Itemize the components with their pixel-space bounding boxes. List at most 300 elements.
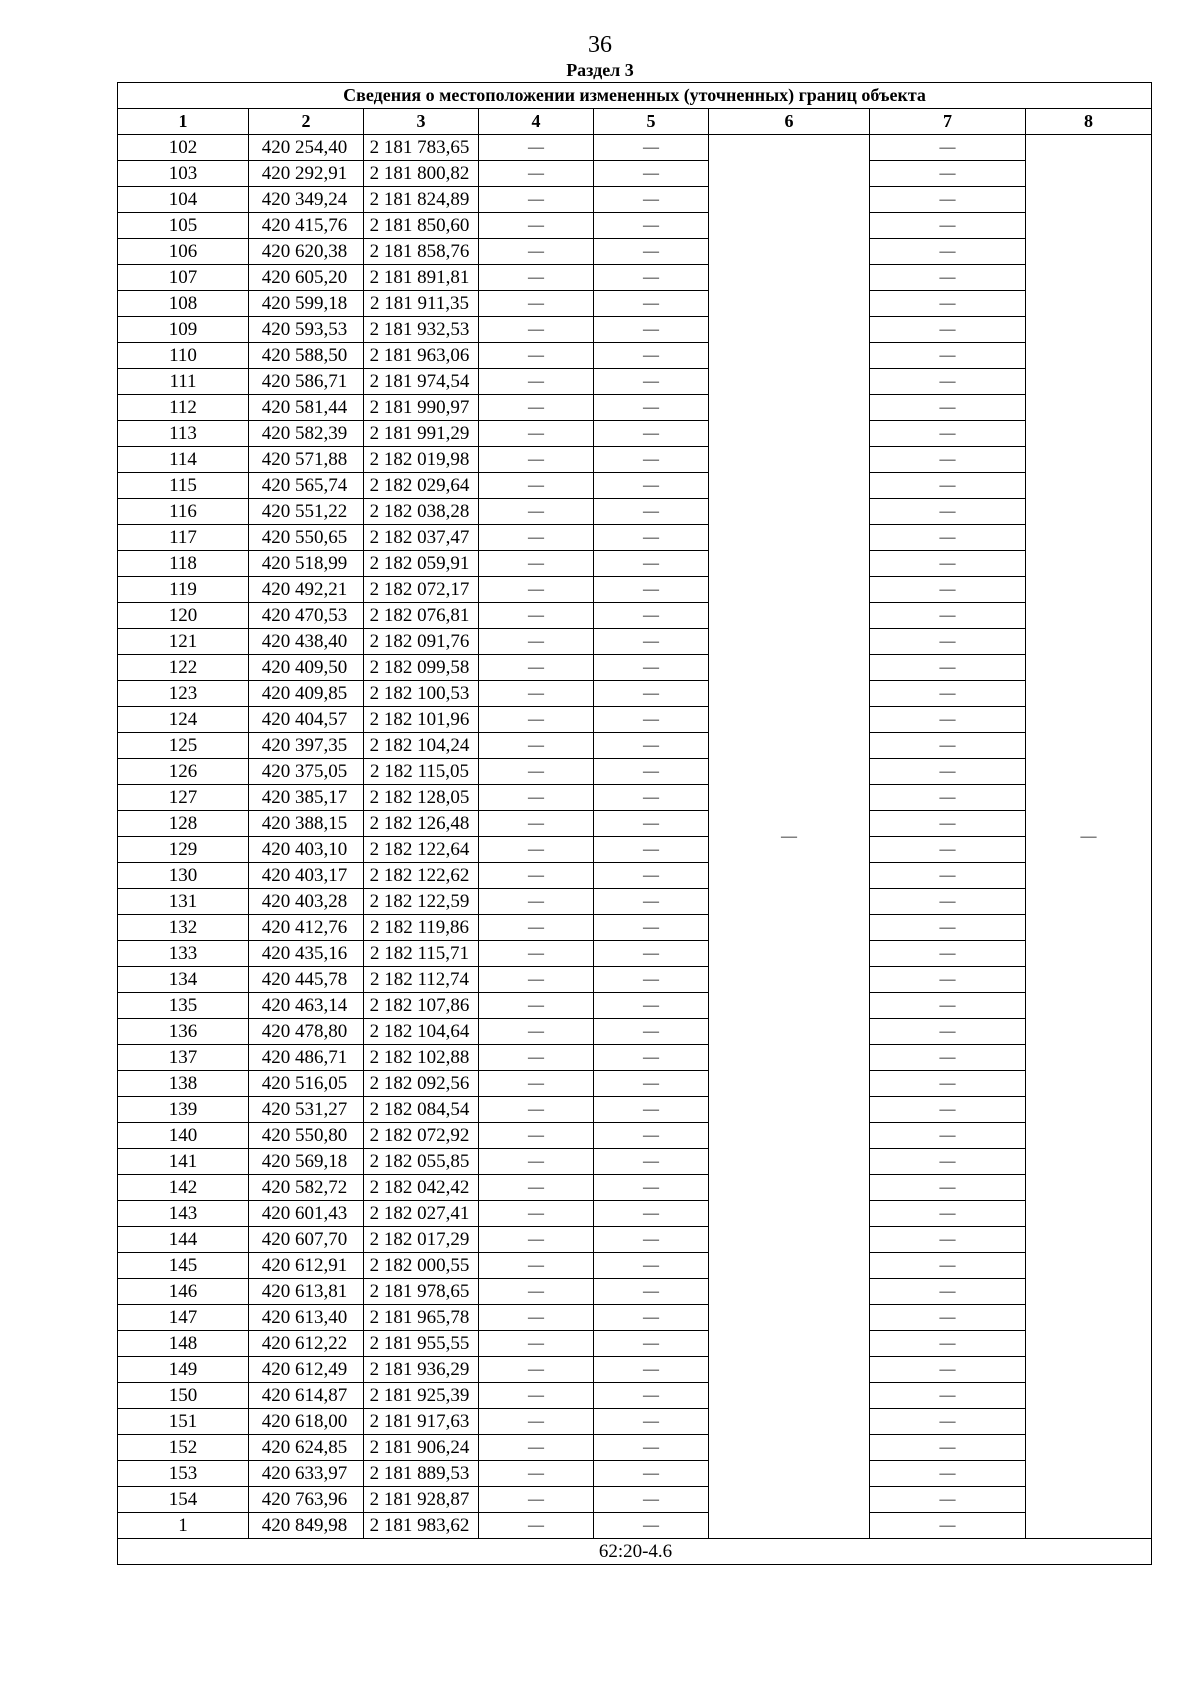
col4-dash-cell: — [479,317,594,343]
table-row [118,733,1152,759]
point-number-cell: 126 [118,759,249,785]
col7-dash-cell: — [870,551,1026,577]
point-number-cell: 148 [118,1331,249,1357]
point-number-cell: 139 [118,1097,249,1123]
col7-dash-cell: — [870,421,1026,447]
x-coordinate-cell: 420 531,27 [249,1097,364,1123]
point-number-cell: 124 [118,707,249,733]
col5-dash-cell: — [594,1071,709,1097]
y-coordinate-cell: 2 181 824,89 [364,187,479,213]
table-row [118,291,1152,317]
x-coordinate-cell: 420 624,85 [249,1435,364,1461]
point-number-cell: 116 [118,499,249,525]
x-coordinate-cell: 420 404,57 [249,707,364,733]
x-coordinate-cell: 420 292,91 [249,161,364,187]
col5-dash-cell: — [594,1253,709,1279]
col5-dash-cell: — [594,863,709,889]
col4-dash-cell: — [479,941,594,967]
table-row [118,1149,1152,1175]
col4-dash-cell: — [479,655,594,681]
col5-dash-cell: — [594,395,709,421]
col6-merged-cell: — [709,135,870,1539]
col4-dash-cell: — [479,915,594,941]
col7-dash-cell: — [870,1227,1026,1253]
col5-dash-cell: — [594,1435,709,1461]
y-coordinate-cell: 2 182 122,59 [364,889,479,915]
y-coordinate-cell: 2 182 042,42 [364,1175,479,1201]
point-number-cell: 106 [118,239,249,265]
table-row [118,577,1152,603]
y-coordinate-cell: 2 182 076,81 [364,603,479,629]
x-coordinate-cell: 420 582,72 [249,1175,364,1201]
table-row [118,1045,1152,1071]
col4-dash-cell: — [479,499,594,525]
col7-dash-cell: — [870,1045,1026,1071]
point-number-cell: 137 [118,1045,249,1071]
col7-dash-cell: — [870,655,1026,681]
col4-dash-cell: — [479,1253,594,1279]
table-row [118,317,1152,343]
col7-dash-cell: — [870,213,1026,239]
point-number-cell: 129 [118,837,249,863]
x-coordinate-cell: 420 388,15 [249,811,364,837]
x-coordinate-cell: 420 593,53 [249,317,364,343]
col5-dash-cell: — [594,837,709,863]
col4-dash-cell: — [479,629,594,655]
y-coordinate-cell: 2 182 059,91 [364,551,479,577]
col5-dash-cell: — [594,551,709,577]
col4-dash-cell: — [479,1435,594,1461]
col4-dash-cell: — [479,525,594,551]
col7-dash-cell: — [870,161,1026,187]
point-number-cell: 104 [118,187,249,213]
x-coordinate-cell: 420 633,97 [249,1461,364,1487]
y-coordinate-cell: 2 181 925,39 [364,1383,479,1409]
col5-dash-cell: — [594,1461,709,1487]
y-coordinate-cell: 2 181 917,63 [364,1409,479,1435]
point-number-cell: 121 [118,629,249,655]
col5-dash-cell: — [594,1331,709,1357]
table-row [118,967,1152,993]
x-coordinate-cell: 420 492,21 [249,577,364,603]
col5-dash-cell: — [594,1123,709,1149]
point-number-cell: 142 [118,1175,249,1201]
y-coordinate-cell: 2 181 889,53 [364,1461,479,1487]
table-row [118,863,1152,889]
table-row [118,1383,1152,1409]
col5-dash-cell: — [594,681,709,707]
col4-dash-cell: — [479,785,594,811]
table-row [118,1409,1152,1435]
x-coordinate-cell: 420 582,39 [249,421,364,447]
col7-dash-cell: — [870,1357,1026,1383]
col5-dash-cell: — [594,291,709,317]
col5-dash-cell: — [594,447,709,473]
col7-dash-cell: — [870,239,1026,265]
col5-dash-cell: — [594,135,709,161]
y-coordinate-cell: 2 182 099,58 [364,655,479,681]
y-coordinate-cell: 2 182 104,64 [364,1019,479,1045]
col7-dash-cell: — [870,135,1026,161]
col4-dash-cell: — [479,1487,594,1513]
x-coordinate-cell: 420 478,80 [249,1019,364,1045]
col5-dash-cell: — [594,603,709,629]
x-coordinate-cell: 420 403,17 [249,863,364,889]
y-coordinate-cell: 2 182 029,64 [364,473,479,499]
column-number: 3 [364,109,479,135]
col7-dash-cell: — [870,1409,1026,1435]
x-coordinate-cell: 420 412,76 [249,915,364,941]
point-number-cell: 131 [118,889,249,915]
col7-dash-cell: — [870,837,1026,863]
x-coordinate-cell: 420 612,91 [249,1253,364,1279]
table-row [118,785,1152,811]
y-coordinate-cell: 2 182 072,92 [364,1123,479,1149]
column-number: 2 [249,109,364,135]
x-coordinate-cell: 420 581,44 [249,395,364,421]
x-coordinate-cell: 420 550,65 [249,525,364,551]
point-number-cell: 127 [118,785,249,811]
table-footer-note: 62:20-4.6 [118,1539,1152,1565]
table-row [118,1019,1152,1045]
y-coordinate-cell: 2 182 100,53 [364,681,479,707]
x-coordinate-cell: 420 445,78 [249,967,364,993]
x-coordinate-cell: 420 470,53 [249,603,364,629]
col4-dash-cell: — [479,967,594,993]
x-coordinate-cell: 420 618,00 [249,1409,364,1435]
point-number-cell: 144 [118,1227,249,1253]
table-row [118,421,1152,447]
table-row [118,343,1152,369]
x-coordinate-cell: 420 763,96 [249,1487,364,1513]
column-number: 6 [709,109,870,135]
point-number-cell: 149 [118,1357,249,1383]
col4-dash-cell: — [479,369,594,395]
x-coordinate-cell: 420 463,14 [249,993,364,1019]
col7-dash-cell: — [870,369,1026,395]
point-number-cell: 107 [118,265,249,291]
point-number-cell: 128 [118,811,249,837]
x-coordinate-cell: 420 397,35 [249,733,364,759]
y-coordinate-cell: 2 181 974,54 [364,369,479,395]
col4-dash-cell: — [479,1071,594,1097]
table-row [118,707,1152,733]
col5-dash-cell: — [594,1175,709,1201]
y-coordinate-cell: 2 182 019,98 [364,447,479,473]
col5-dash-cell: — [594,733,709,759]
x-coordinate-cell: 420 435,16 [249,941,364,967]
col7-dash-cell: — [870,759,1026,785]
col4-dash-cell: — [479,1201,594,1227]
col4-dash-cell: — [479,1305,594,1331]
table-row [118,161,1152,187]
x-coordinate-cell: 420 569,18 [249,1149,364,1175]
col5-dash-cell: — [594,187,709,213]
x-coordinate-cell: 420 613,81 [249,1279,364,1305]
col7-dash-cell: — [870,291,1026,317]
col4-dash-cell: — [479,837,594,863]
col4-dash-cell: — [479,239,594,265]
y-coordinate-cell: 2 182 115,05 [364,759,479,785]
y-coordinate-cell: 2 182 027,41 [364,1201,479,1227]
point-number-cell: 141 [118,1149,249,1175]
x-coordinate-cell: 420 550,80 [249,1123,364,1149]
x-coordinate-cell: 420 349,24 [249,187,364,213]
col4-dash-cell: — [479,1149,594,1175]
col7-dash-cell: — [870,889,1026,915]
col4-dash-cell: — [479,395,594,421]
x-coordinate-cell: 420 613,40 [249,1305,364,1331]
col5-dash-cell: — [594,525,709,551]
point-number-cell: 135 [118,993,249,1019]
table-row [118,1071,1152,1097]
table-row [118,629,1152,655]
col7-dash-cell: — [870,681,1026,707]
point-number-cell: 138 [118,1071,249,1097]
table-row [118,1227,1152,1253]
point-number-cell: 140 [118,1123,249,1149]
col4-dash-cell: — [479,1019,594,1045]
point-number-cell: 153 [118,1461,249,1487]
point-number-cell: 102 [118,135,249,161]
y-coordinate-cell: 2 182 126,48 [364,811,479,837]
col7-dash-cell: — [870,1123,1026,1149]
col5-dash-cell: — [594,1201,709,1227]
col7-dash-cell: — [870,707,1026,733]
point-number-cell: 112 [118,395,249,421]
col4-dash-cell: — [479,993,594,1019]
col7-dash-cell: — [870,1331,1026,1357]
table-row [118,1279,1152,1305]
y-coordinate-cell: 2 181 955,55 [364,1331,479,1357]
table-row [118,187,1152,213]
col7-dash-cell: — [870,1253,1026,1279]
col4-dash-cell: — [479,265,594,291]
column-number: 4 [479,109,594,135]
table-row [118,1513,1152,1539]
col4-dash-cell: — [479,135,594,161]
col4-dash-cell: — [479,1383,594,1409]
point-number-cell: 108 [118,291,249,317]
column-number: 1 [118,109,249,135]
x-coordinate-cell: 420 551,22 [249,499,364,525]
col7-dash-cell: — [870,603,1026,629]
point-number-cell: 109 [118,317,249,343]
col5-dash-cell: — [594,343,709,369]
col7-dash-cell: — [870,1201,1026,1227]
table-row [118,889,1152,915]
y-coordinate-cell: 2 181 983,62 [364,1513,479,1539]
table-row [118,681,1152,707]
x-coordinate-cell: 420 849,98 [249,1513,364,1539]
x-coordinate-cell: 420 565,74 [249,473,364,499]
table-row [118,499,1152,525]
table-row [118,265,1152,291]
x-coordinate-cell: 420 607,70 [249,1227,364,1253]
y-coordinate-cell: 2 182 017,29 [364,1227,479,1253]
col5-dash-cell: — [594,577,709,603]
col5-dash-cell: — [594,889,709,915]
y-coordinate-cell: 2 182 102,88 [364,1045,479,1071]
col5-dash-cell: — [594,785,709,811]
x-coordinate-cell: 420 571,88 [249,447,364,473]
point-number-cell: 145 [118,1253,249,1279]
x-coordinate-cell: 420 586,71 [249,369,364,395]
boundary-coordinates-table [117,82,1152,1565]
x-coordinate-cell: 420 612,49 [249,1357,364,1383]
col5-dash-cell: — [594,265,709,291]
table-row [118,369,1152,395]
col5-dash-cell: — [594,655,709,681]
col4-dash-cell: — [479,187,594,213]
table-row [118,213,1152,239]
table-row [118,1253,1152,1279]
y-coordinate-cell: 2 181 906,24 [364,1435,479,1461]
table-row [118,811,1152,837]
col7-dash-cell: — [870,785,1026,811]
x-coordinate-cell: 420 614,87 [249,1383,364,1409]
col4-dash-cell: — [479,577,594,603]
x-coordinate-cell: 420 385,17 [249,785,364,811]
col7-dash-cell: — [870,1513,1026,1539]
col4-dash-cell: — [479,473,594,499]
y-coordinate-cell: 2 182 128,05 [364,785,479,811]
table-row [118,135,1152,161]
col7-dash-cell: — [870,993,1026,1019]
table-row [118,941,1152,967]
table-row [118,551,1152,577]
column-number: 7 [870,109,1026,135]
col7-dash-cell: — [870,941,1026,967]
x-coordinate-cell: 420 605,20 [249,265,364,291]
col5-dash-cell: — [594,1513,709,1539]
point-number-cell: 122 [118,655,249,681]
y-coordinate-cell: 2 182 084,54 [364,1097,479,1123]
point-number-cell: 103 [118,161,249,187]
point-number-cell: 118 [118,551,249,577]
table-row [118,603,1152,629]
x-coordinate-cell: 420 599,18 [249,291,364,317]
point-number-cell: 152 [118,1435,249,1461]
col4-dash-cell: — [479,759,594,785]
col5-dash-cell: — [594,967,709,993]
point-number-cell: 136 [118,1019,249,1045]
col5-dash-cell: — [594,369,709,395]
col7-dash-cell: — [870,577,1026,603]
y-coordinate-cell: 2 181 928,87 [364,1487,479,1513]
x-coordinate-cell: 420 409,50 [249,655,364,681]
col7-dash-cell: — [870,1175,1026,1201]
col7-dash-cell: — [870,473,1026,499]
y-coordinate-cell: 2 182 072,17 [364,577,479,603]
table-row [118,1305,1152,1331]
y-coordinate-cell: 2 181 891,81 [364,265,479,291]
y-coordinate-cell: 2 181 932,53 [364,317,479,343]
x-coordinate-cell: 420 486,71 [249,1045,364,1071]
col7-dash-cell: — [870,967,1026,993]
y-coordinate-cell: 2 182 055,85 [364,1149,479,1175]
col4-dash-cell: — [479,1513,594,1539]
col7-dash-cell: — [870,499,1026,525]
col7-dash-cell: — [870,343,1026,369]
y-coordinate-cell: 2 182 091,76 [364,629,479,655]
point-number-cell: 123 [118,681,249,707]
y-coordinate-cell: 2 181 991,29 [364,421,479,447]
x-coordinate-cell: 420 403,10 [249,837,364,863]
table-row [118,1461,1152,1487]
col7-dash-cell: — [870,863,1026,889]
col4-dash-cell: — [479,811,594,837]
table-row [118,239,1152,265]
point-number-cell: 134 [118,967,249,993]
y-coordinate-cell: 2 181 850,60 [364,213,479,239]
col5-dash-cell: — [594,1409,709,1435]
col5-dash-cell: — [594,473,709,499]
col4-dash-cell: — [479,707,594,733]
y-coordinate-cell: 2 181 783,65 [364,135,479,161]
point-number-cell: 125 [118,733,249,759]
y-coordinate-cell: 2 181 936,29 [364,1357,479,1383]
col5-dash-cell: — [594,213,709,239]
point-number-cell: 105 [118,213,249,239]
point-number-cell: 130 [118,863,249,889]
col4-dash-cell: — [479,421,594,447]
table-row [118,655,1152,681]
y-coordinate-cell: 2 181 858,76 [364,239,479,265]
col5-dash-cell: — [594,1383,709,1409]
point-number-cell: 143 [118,1201,249,1227]
y-coordinate-cell: 2 181 911,35 [364,291,479,317]
col4-dash-cell: — [479,1357,594,1383]
table-row [118,1201,1152,1227]
col5-dash-cell: — [594,993,709,1019]
point-number-cell: 150 [118,1383,249,1409]
y-coordinate-cell: 2 182 122,62 [364,863,479,889]
x-coordinate-cell: 420 415,76 [249,213,364,239]
point-number-cell: 133 [118,941,249,967]
column-number: 5 [594,109,709,135]
table-row [118,1123,1152,1149]
x-coordinate-cell: 420 588,50 [249,343,364,369]
col7-dash-cell: — [870,733,1026,759]
col4-dash-cell: — [479,213,594,239]
column-number: 8 [1026,109,1152,135]
page-number: 36 [588,32,612,58]
table-row [118,837,1152,863]
y-coordinate-cell: 2 182 112,74 [364,967,479,993]
y-coordinate-cell: 2 182 119,86 [364,915,479,941]
table-row [118,1357,1152,1383]
table-row [118,1175,1152,1201]
point-number-cell: 132 [118,915,249,941]
table-row [118,473,1152,499]
col5-dash-cell: — [594,1019,709,1045]
col5-dash-cell: — [594,421,709,447]
col7-dash-cell: — [870,265,1026,291]
y-coordinate-cell: 2 182 107,86 [364,993,479,1019]
col4-dash-cell: — [479,1123,594,1149]
col7-dash-cell: — [870,1279,1026,1305]
x-coordinate-cell: 420 403,28 [249,889,364,915]
col4-dash-cell: — [479,681,594,707]
point-number-cell: 120 [118,603,249,629]
col7-dash-cell: — [870,1305,1026,1331]
col7-dash-cell: — [870,317,1026,343]
col7-dash-cell: — [870,187,1026,213]
y-coordinate-cell: 2 182 104,24 [364,733,479,759]
col7-dash-cell: — [870,1097,1026,1123]
col5-dash-cell: — [594,1045,709,1071]
